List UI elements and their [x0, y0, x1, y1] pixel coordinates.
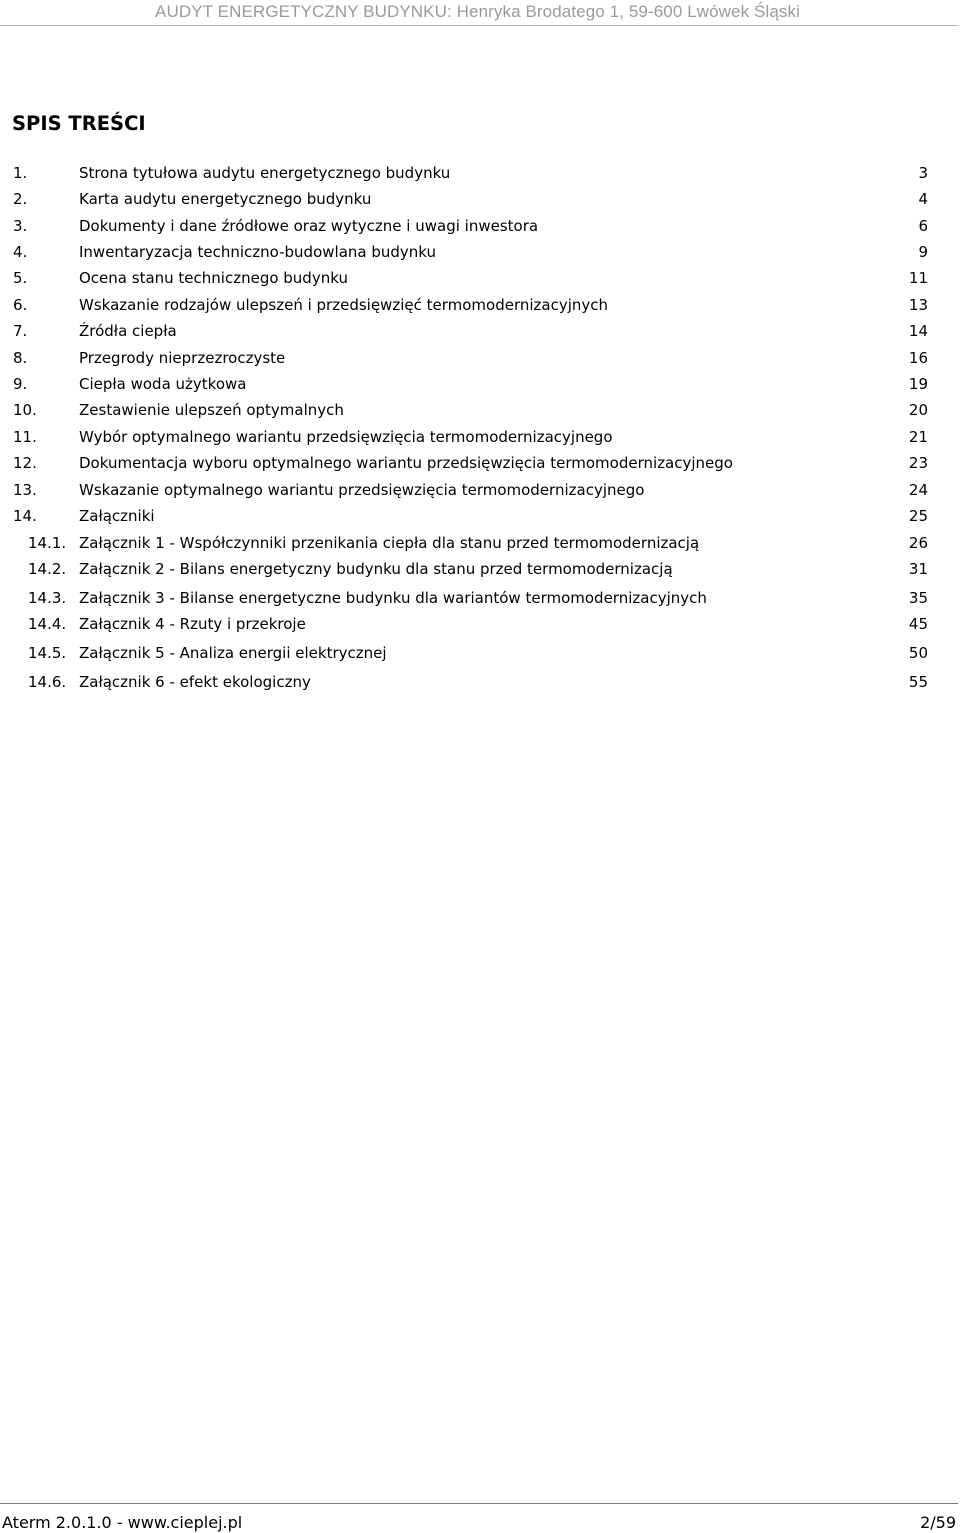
- toc-entry[interactable]: [0, 189, 960, 209]
- toc-entry[interactable]: [0, 559, 960, 579]
- toc-entry[interactable]: [0, 374, 960, 394]
- toc-entry-number: 14.5.: [28, 644, 67, 662]
- toc-entry-title: Załącznik 6 - efekt ekologiczny: [79, 673, 311, 691]
- toc-entry-title: Zestawienie ulepszeń optymalnych: [79, 401, 344, 419]
- toc-entry-number: 6.: [13, 296, 28, 314]
- toc-entry-page: 31: [908, 560, 928, 578]
- toc-entry-number: 7.: [13, 322, 28, 340]
- toc-entry-number: 9.: [13, 375, 28, 393]
- toc-entry-number: 5.: [13, 269, 28, 287]
- toc-entry[interactable]: [0, 672, 960, 692]
- toc-entry-title: Ciepła woda użytkowa: [79, 375, 247, 393]
- toc-entry-page: 11: [908, 269, 928, 287]
- toc-entry-number: 14.3.: [28, 589, 67, 607]
- toc-entry-title: Załącznik 3 - Bilanse energetyczne budynku dla wariantów termomodernizacyjnych: [79, 589, 707, 607]
- toc-entry-title: Wskazanie rodzajów ulepszeń i przedsięwzięć termomodernizacyjnych: [79, 296, 609, 314]
- toc-entry[interactable]: [0, 242, 960, 262]
- toc-entry-number: 14.4.: [28, 615, 67, 633]
- toc-title: SPIS TREŚCI: [12, 112, 146, 135]
- toc-entry[interactable]: [0, 588, 960, 608]
- toc-entry-title: Wybór optymalnego wariantu przedsięwzięcia termomodernizacyjnego: [79, 428, 613, 446]
- toc-entry[interactable]: [0, 321, 960, 341]
- toc-entry-page: 55: [908, 673, 928, 691]
- toc-entry-page: 23: [908, 454, 928, 472]
- toc-entry-page: 13: [908, 296, 928, 314]
- toc-entry-number: 12.: [13, 454, 37, 472]
- header-title: AUDYT ENERGETYCZNY BUDYNKU: Henryka Brodatego 1, 59-600 Lwówek Śląski: [155, 2, 800, 21]
- toc-entry-page: 35: [908, 589, 928, 607]
- toc-entry-page: 24: [908, 481, 928, 499]
- toc-entry[interactable]: [0, 506, 960, 526]
- toc-entry-page: 3: [918, 164, 928, 182]
- toc-entry-number: 14.6.: [28, 673, 67, 691]
- toc-entry-number: 4.: [13, 243, 28, 261]
- toc-entry-title: Załącznik 4 - Rzuty i przekroje: [79, 615, 306, 633]
- toc-entry-number: 8.: [13, 349, 28, 367]
- page-footer: [0, 1503, 958, 1533]
- toc-entry[interactable]: [0, 163, 960, 183]
- toc-entry-title: Strona tytułowa audytu energetycznego budynku: [79, 164, 451, 182]
- toc-entry-number: 11.: [13, 428, 37, 446]
- toc-entry-title: Inwentaryzacja techniczno-budowlana budynku: [79, 243, 437, 261]
- toc-entry-page: 19: [908, 375, 928, 393]
- page-number: 2/59: [920, 1513, 956, 1532]
- toc-entry-page: 20: [908, 401, 928, 419]
- toc-entry[interactable]: [0, 295, 960, 315]
- toc-entry-title: Załącznik 2 - Bilans energetyczny budynku dla stanu przed termomodernizacją: [79, 560, 673, 578]
- toc-entry-page: 50: [908, 644, 928, 662]
- footer-software-label: Aterm 2.0.1.0 - www.cieplej.pl: [2, 1513, 243, 1532]
- toc-entry-title: Przegrody nieprzezroczyste: [79, 349, 286, 367]
- toc-entry-number: 2.: [13, 190, 28, 208]
- toc-entry[interactable]: [0, 427, 960, 447]
- toc-entry-title: Źródła ciepła: [79, 322, 177, 340]
- toc-entry-number: 10.: [13, 401, 37, 419]
- toc-entry[interactable]: [0, 400, 960, 420]
- toc-entry-page: 6: [918, 217, 928, 235]
- toc-entry-page: 4: [918, 190, 928, 208]
- toc-entry[interactable]: [0, 268, 960, 288]
- toc-entry[interactable]: [0, 216, 960, 236]
- toc-entry-title: Dokumentacja wyboru optymalnego wariantu przedsięwzięcia termomodernizacyjnego: [79, 454, 733, 472]
- toc-entry[interactable]: [0, 453, 960, 473]
- toc-entry-title: Ocena stanu technicznego budynku: [79, 269, 348, 287]
- toc-entry[interactable]: [0, 614, 960, 634]
- toc-entry-number: 3.: [13, 217, 28, 235]
- toc-entry-number: 1.: [13, 164, 28, 182]
- page-header: [0, 0, 958, 26]
- toc-entry[interactable]: [0, 533, 960, 553]
- toc-entry-number: 13.: [13, 481, 37, 499]
- toc-entry[interactable]: [0, 480, 960, 500]
- toc-entry-page: 45: [908, 615, 928, 633]
- toc-entry-page: 9: [918, 243, 928, 261]
- toc-entry-page: 21: [908, 428, 928, 446]
- toc-entry-title: Dokumenty i dane źródłowe oraz wytyczne i uwagi inwestora: [79, 217, 539, 235]
- toc-entry-number: 14.2.: [28, 560, 67, 578]
- toc-entry-page: 16: [908, 349, 928, 367]
- toc-entry-page: 14: [908, 322, 928, 340]
- toc-entry-title: Załącznik 1 - Współczynniki przenikania ciepła dla stanu przed termomodernizacją: [79, 534, 700, 552]
- toc-entry[interactable]: [0, 643, 960, 663]
- toc-entry-number: 14.1.: [28, 534, 67, 552]
- toc-entry-number: 14.: [13, 507, 37, 525]
- toc-entry-title: Załącznik 5 - Analiza energii elektrycznej: [79, 644, 387, 662]
- toc-entry-title: Wskazanie optymalnego wariantu przedsięwzięcia termomodernizacyjnego: [79, 481, 645, 499]
- toc-entry-title: Załączniki: [79, 507, 155, 525]
- toc-entry-title: Karta audytu energetycznego budynku: [79, 190, 372, 208]
- toc-entry[interactable]: [0, 348, 960, 368]
- toc-entry-page: 26: [908, 534, 928, 552]
- toc-entry-page: 25: [908, 507, 928, 525]
